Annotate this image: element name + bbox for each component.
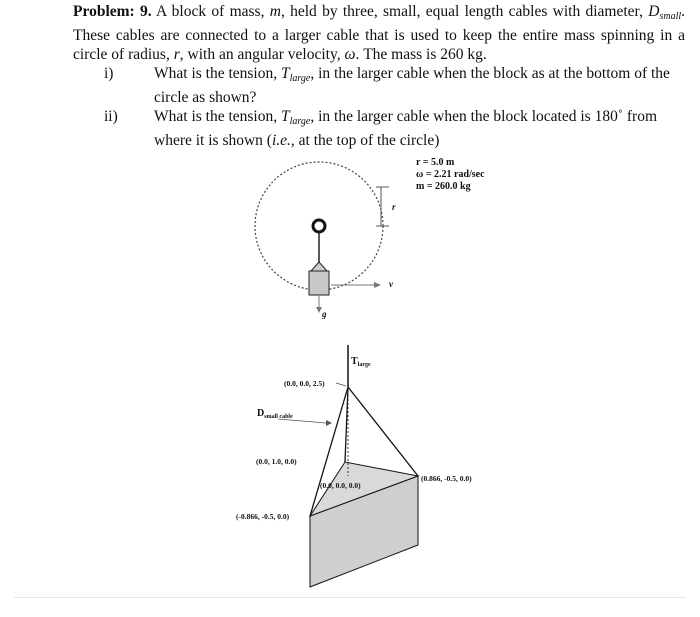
question-text: , in the larger cable when the block as at the bottom of the circle as shown?: [154, 65, 670, 106]
var-t-sub: large: [289, 116, 311, 127]
param-omega: ω = 2.21 rad/sec: [416, 169, 485, 180]
var-t: T: [281, 108, 290, 125]
question-text: , in the larger cable when the block located is 180˚ from where it is shown (: [154, 108, 657, 149]
question-number: ii): [104, 108, 118, 125]
radius-label: r: [392, 202, 396, 212]
intro-text: A block of mass,: [151, 3, 270, 20]
var-t-sub: large: [289, 73, 311, 84]
point-back: (0.0, 1.0, 0.0): [256, 457, 297, 466]
var-r: r: [173, 46, 180, 63]
intro-text: , held by three, small, equal length cables with diameter,: [280, 3, 649, 20]
point-left: (-0.866, -0.5, 0.0): [236, 512, 290, 521]
intro-text: . The mass is 260 kg.: [355, 46, 487, 63]
apex-leader: [336, 383, 346, 386]
t-large-label: [351, 356, 371, 368]
intro-text: . These cables are connected to a larger cable that is used to keep the entire mass spinning in a circle of radius,: [73, 3, 685, 63]
d-small-label: [257, 408, 293, 420]
d-small-sub: small cable: [264, 414, 293, 420]
question-text: What is the tension,: [154, 65, 281, 82]
point-right: (0.866, -0.5, 0.0): [421, 474, 472, 483]
var-d: D: [648, 3, 660, 20]
question-text: What is the tension,: [154, 108, 281, 125]
d-small-arrow: [326, 420, 332, 426]
question-text: , at the top of the circle): [290, 132, 440, 149]
param-radius: r = 5.0 m: [416, 157, 455, 168]
small-cable-right: [348, 387, 418, 476]
point-center: (0.0, 0.0, 0.0): [320, 481, 361, 490]
divider-line: [14, 597, 686, 598]
param-mass: m = 260.0 kg: [416, 181, 471, 192]
t-large-text: T: [351, 356, 358, 367]
point-apex: (0.0, 0.0, 2.5): [284, 379, 325, 388]
gravity-label: g: [322, 309, 327, 319]
ie-text: i.e.: [271, 132, 291, 149]
d-small-text: D: [257, 408, 265, 419]
intro-text: , with an angular velocity,: [179, 46, 345, 63]
var-d-sub: small: [659, 11, 682, 22]
var-t: T: [281, 65, 290, 82]
var-omega: ω: [344, 46, 356, 63]
velocity-label: v: [389, 279, 393, 289]
question-number: i): [104, 65, 114, 82]
problem-heading: Problem: 9.: [73, 3, 152, 20]
t-large-sub: large: [357, 362, 371, 368]
var-m: m: [269, 3, 281, 20]
